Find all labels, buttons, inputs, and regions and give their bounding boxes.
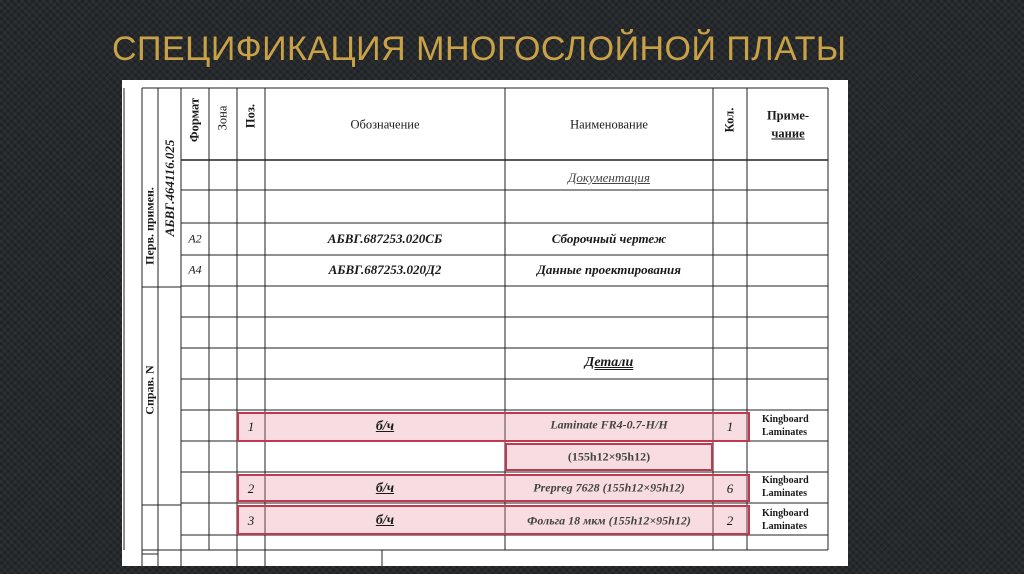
part-row-designation: б/ч [375, 481, 395, 496]
perv-primen-value: АБВГ.464116.025 [162, 139, 177, 237]
header-note-line2: чание [771, 126, 805, 141]
part-row-designation: б/ч [375, 419, 395, 434]
part-row-note-line2: Laminates [762, 521, 807, 532]
part-row-note-line1: Kingboard [762, 475, 809, 486]
section-documentation: Документация [568, 170, 650, 185]
section-parts: Детали [584, 355, 634, 370]
doc-row-designation: АБВГ.687253.020Д2 [328, 262, 442, 277]
part-row-qty: 6 [726, 481, 734, 496]
part-row-pos: 3 [247, 513, 255, 528]
part-row-note-line1: Kingboard [762, 508, 809, 519]
part-row-pos: 2 [247, 481, 255, 496]
doc-row-designation: АБВГ.687253.020СБ [327, 231, 443, 246]
doc-row-name: Сборочный чертеж [551, 231, 667, 246]
header-name: Наименование [570, 117, 648, 132]
highlight-part-1 [237, 412, 750, 442]
part-row-qty: 2 [726, 513, 734, 528]
specification-sheet [122, 80, 848, 566]
part-row-designation: б/ч [375, 513, 395, 528]
perv-primen-label: Перв. примен. [142, 187, 157, 265]
part-row-name-line2: (155h12×95h12) [567, 449, 651, 464]
doc-row-format: А2 [188, 231, 202, 246]
header-designation: Обозначение [350, 117, 420, 132]
sprav-label: Справ. N [142, 365, 157, 415]
slide-title: СПЕЦИФИКАЦИЯ МНОГОСЛОЙНОЙ ПЛАТЫ [112, 30, 847, 68]
doc-row-format: А4 [188, 262, 202, 277]
part-row-name: Laminate FR4-0.7-H/H [550, 417, 668, 432]
part-row-pos: 1 [247, 419, 255, 434]
header-zone: Зона [215, 105, 230, 131]
header-note-line1: Приме- [766, 108, 810, 123]
part-row-note-line2: Laminates [762, 488, 807, 499]
part-row-name: Фольга 18 мкм (155h12×95h12) [527, 513, 691, 528]
part-row-note-line2: Laminates [762, 427, 807, 438]
header-qty: Кол. [722, 107, 737, 133]
header-pos: Поз. [243, 103, 258, 129]
part-row-qty: 1 [726, 419, 734, 434]
part-row-name: Prepreg 7628 (155h12×95h12) [533, 480, 685, 495]
part-row-note-line1: Kingboard [762, 414, 809, 425]
header-format: Формат [187, 97, 202, 143]
doc-row-name: Данные проектирования [537, 262, 681, 277]
